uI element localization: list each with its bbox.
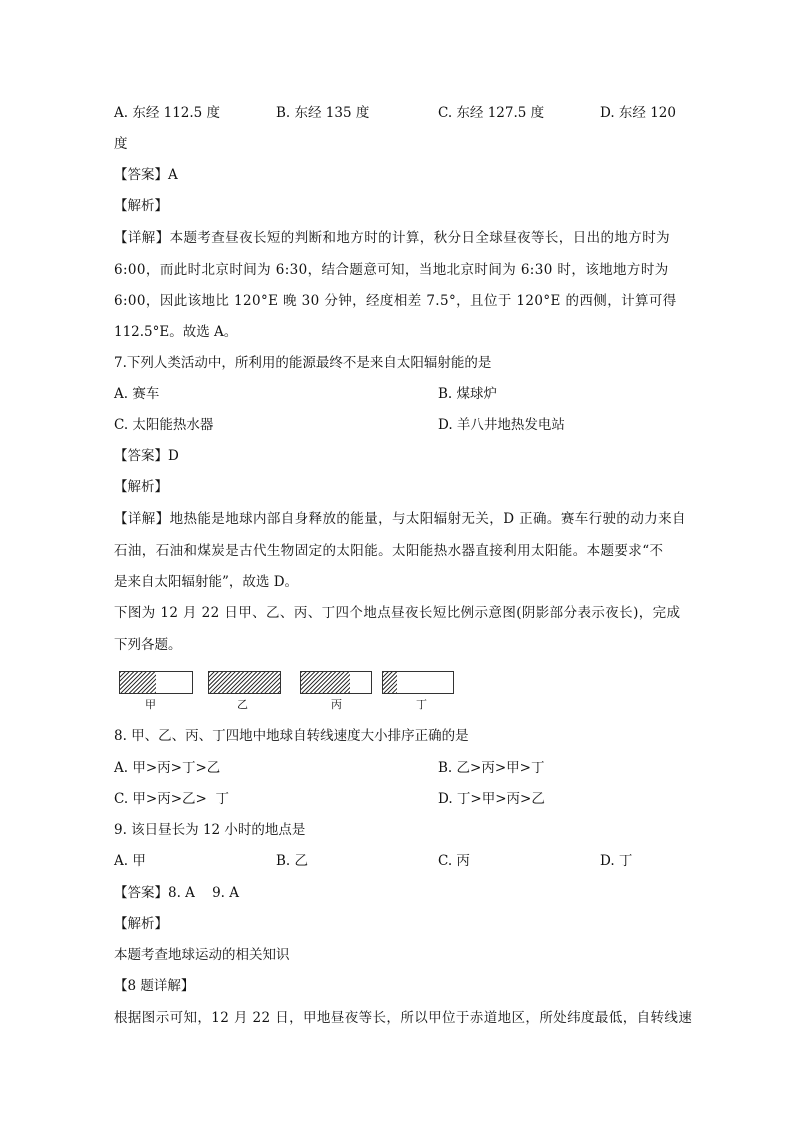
q7-option-d: D. 羊八井地热发电站	[438, 417, 565, 433]
q6-option-d: D. 东经 120	[600, 105, 676, 121]
q6-detail-line: 112.5°E。故选 A。	[114, 324, 238, 340]
bar-label-jia: 甲	[145, 698, 156, 711]
q7-analysis-heading: 【解析】	[114, 479, 168, 495]
q89-answer: 【答案】8. A 9. A	[114, 885, 240, 901]
bar-jia	[119, 671, 193, 694]
q8-option-c: C. 甲>丙>乙> 丁	[114, 791, 229, 807]
q6-option-d-wrap: 度	[114, 136, 128, 152]
q6-option-a: A. 东经 112.5 度	[114, 105, 221, 121]
q6-detail-line: 6:00，而此时北京时间为 6:30，结合题意可知，当地北京时间为 6:30 时，该地地方时为	[114, 262, 669, 278]
bar-bing	[300, 671, 372, 694]
bar-label-yi: 乙	[237, 698, 248, 711]
q9-option-d: D. 丁	[600, 853, 633, 869]
bar-yi	[208, 671, 281, 694]
q6-detail-line: 【详解】本题考查昼夜长短的判断和地方时的计算，秋分日全球昼夜等长，日出的地方时为	[114, 230, 670, 246]
q7-detail-line: 【详解】地热能是地球内部自身释放的能量，与太阳辐射无关，D 正确。赛车行驶的动力来自	[114, 511, 686, 527]
q6-option-b: B. 东经 135 度	[276, 105, 370, 121]
q6-answer: 【答案】A	[114, 167, 178, 183]
night-shade	[383, 672, 397, 693]
q6-option-c: C. 东经 127.5 度	[438, 105, 545, 121]
q6-analysis-heading: 【解析】	[114, 198, 168, 214]
q8-detail-line: 根据图示可知，12 月 22 日，甲地昼夜等长，所以甲位于赤道地区，所处纬度最低，自转线速	[114, 1010, 693, 1026]
bar-label-ding: 丁	[416, 698, 427, 711]
q9-option-c: C. 丙	[438, 853, 470, 869]
bar-ding	[382, 671, 454, 694]
q6-detail-line: 6:00，因此该地比 120°E 晚 30 分钟，经度相差 7.5°，且位于 120°E 的西侧，计算可得	[114, 293, 677, 309]
q8-detail-heading: 【8 题详解】	[114, 978, 195, 994]
night-shade	[301, 672, 350, 693]
q7-detail-line: 石油，石油和煤炭是古代生物固定的太阳能。太阳能热水器直接利用太阳能。本题要求“不	[114, 543, 664, 559]
q89-summary: 本题考查地球运动的相关知识	[114, 947, 290, 963]
q7-option-c: C. 太阳能热水器	[114, 417, 214, 433]
night-shade	[209, 672, 280, 693]
q7-option-b: B. 煤球炉	[438, 386, 498, 402]
q8-option-d: D. 丁>甲>丙>乙	[438, 791, 545, 807]
q8-option-a: A. 甲>丙>丁>乙	[114, 760, 221, 776]
bar-label-bing: 丙	[331, 698, 342, 711]
night-shade	[120, 672, 156, 693]
q8-option-b: B. 乙>丙>甲>丁	[438, 760, 545, 776]
q89-analysis-heading: 【解析】	[114, 916, 168, 932]
q7-detail-line: 是来自太阳辐射能”，故选 D。	[114, 574, 299, 590]
q9-stem: 9. 该日昼长为 12 小时的地点是	[114, 822, 306, 838]
q9-option-b: B. 乙	[276, 853, 309, 869]
q8-stem: 8. 甲、乙、丙、丁四地中地球自转线速度大小排序正确的是	[114, 728, 469, 744]
figure-intro-line: 下图为 12 月 22 日甲、乙、丙、丁四个地点昼夜长短比例示意图(阴影部分表示夜长)，完成	[114, 605, 681, 621]
q7-stem: 7.下列人类活动中，所利用的能源最终不是来自太阳辐射能的是	[114, 355, 492, 371]
q9-option-a: A. 甲	[114, 853, 146, 869]
figure-intro-line: 下列各题。	[114, 637, 182, 653]
q7-answer: 【答案】D	[114, 448, 179, 464]
q7-option-a: A. 赛车	[114, 386, 160, 402]
